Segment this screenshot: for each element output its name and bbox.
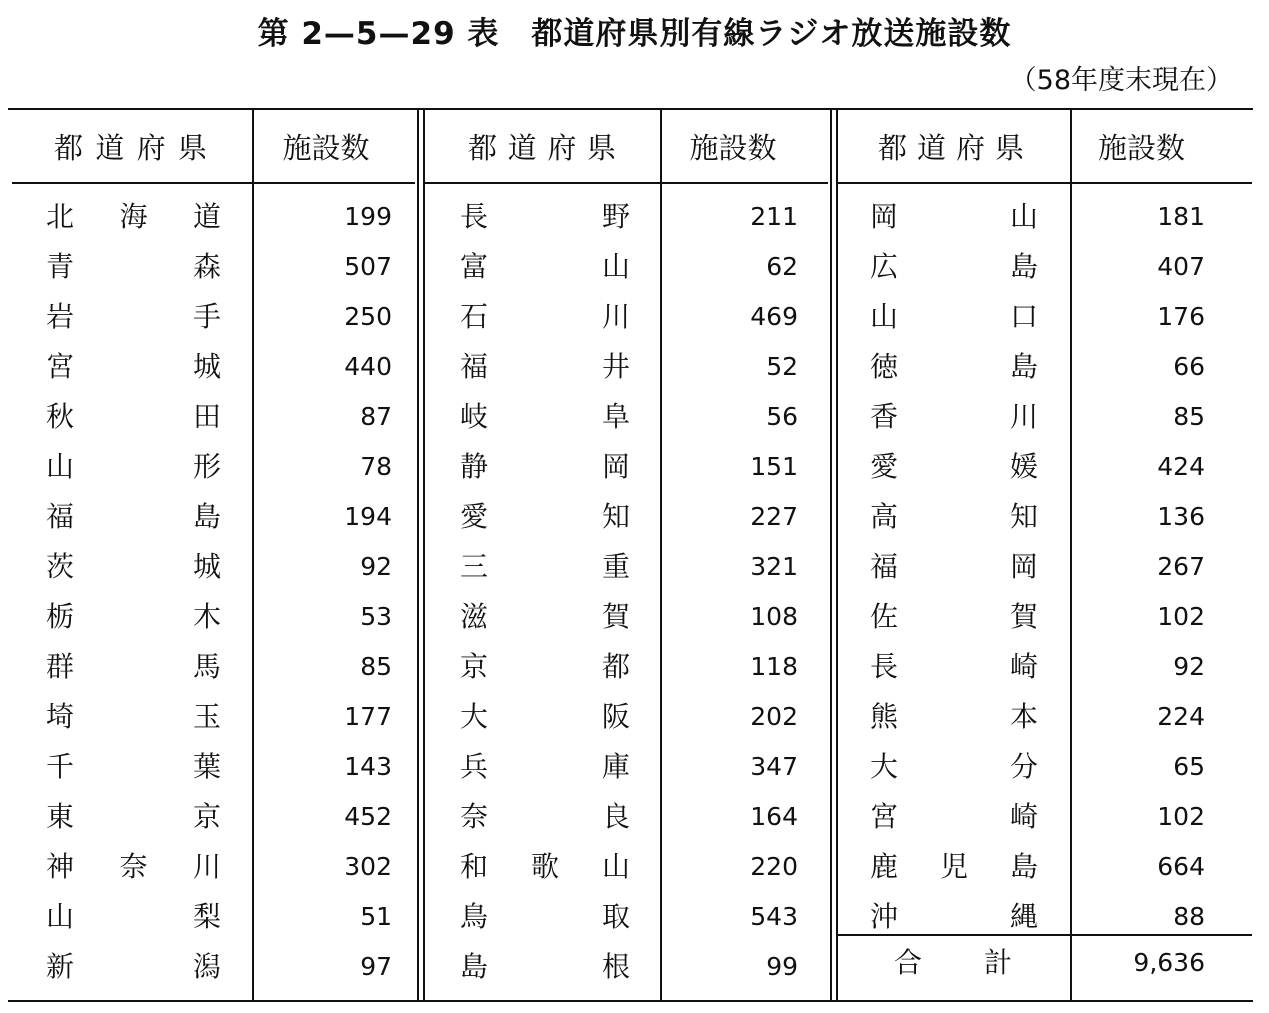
prefecture-name: 長 野 [460,200,630,233]
facility-count: 211 [750,202,798,231]
prefecture-name: 愛 媛 [870,450,1038,483]
facility-count: 136 [1157,502,1205,531]
prefecture-name: 沖 縄 [870,900,1038,933]
prefecture-name: 岩 手 [46,300,221,333]
facility-count: 66 [1173,352,1205,381]
facility-count: 53 [360,602,392,631]
prefecture-name: 熊 本 [870,700,1038,733]
facility-count: 321 [750,552,798,581]
header-count: 施設数 [1097,131,1185,165]
prefecture-name: 千 葉 [46,750,221,783]
facility-count: 151 [750,452,798,481]
block-divider [836,108,838,1000]
header-prefecture: 都 道 府 県 [54,131,207,165]
as-of-date: （58年度末現在） [1009,65,1233,96]
header-rule [12,182,415,184]
facility-count: 164 [750,802,798,831]
facility-count: 664 [1157,852,1205,881]
facility-count: 65 [1173,752,1205,781]
facility-count: 143 [344,752,392,781]
total-rule [838,934,1252,936]
prefecture-name: 滋 賀 [460,600,630,633]
facility-count: 224 [1157,702,1205,731]
facility-count: 543 [750,902,798,931]
prefecture-name: 新 潟 [46,950,221,983]
header-count: 施設数 [282,131,370,165]
prefecture-name: 富 山 [460,250,630,283]
facility-count: 108 [750,602,798,631]
prefecture-name: 福 島 [46,500,221,533]
facility-count: 99 [766,952,798,981]
prefecture-name: 広 島 [870,250,1038,283]
facility-count: 202 [750,702,798,731]
prefecture-name: 岡 山 [870,200,1038,233]
block-divider [830,108,832,1000]
facility-count: 102 [1157,802,1205,831]
prefecture-name: 三 重 [460,550,630,583]
facility-count: 469 [750,302,798,331]
facility-count: 118 [750,652,798,681]
prefecture-name: 宮 城 [46,350,221,383]
facility-count: 407 [1157,252,1205,281]
prefecture-name: 群 馬 [46,650,221,683]
prefecture-name: 佐 賀 [870,600,1038,633]
facility-count: 250 [344,302,392,331]
prefecture-name: 青 森 [46,250,221,283]
facility-count: 88 [1173,902,1205,931]
inner-column-divider [252,108,254,1000]
header-prefecture: 都 道 府 県 [878,131,1024,165]
facility-count: 85 [360,652,392,681]
facility-count: 181 [1157,202,1205,231]
facility-count: 176 [1157,302,1205,331]
facility-count: 92 [1173,652,1205,681]
facility-count: 97 [360,952,392,981]
prefecture-name: 京 都 [460,650,630,683]
facility-count: 92 [360,552,392,581]
facility-count: 227 [750,502,798,531]
prefecture-name: 徳 島 [870,350,1038,383]
facility-count: 87 [360,402,392,431]
facility-count: 52 [766,352,798,381]
facility-count: 424 [1157,452,1205,481]
prefecture-name: 大 阪 [460,700,630,733]
table-title: 第 2—5—29 表 都道府県別有線ラジオ放送施設数 [257,16,1012,52]
prefecture-name: 島 根 [460,950,630,983]
facility-count: 302 [344,852,392,881]
header-rule [425,182,828,184]
facility-count: 452 [344,802,392,831]
inner-column-divider [1070,108,1072,1000]
block-divider [417,108,419,1000]
facility-count: 78 [360,452,392,481]
facility-count: 194 [344,502,392,531]
table-bottom-rule [8,1000,1253,1002]
facility-count: 199 [344,202,392,231]
prefecture-name: 岐 阜 [460,400,630,433]
prefecture-name: 奈 良 [460,800,630,833]
prefecture-name: 大 分 [870,750,1038,783]
facility-count: 267 [1157,552,1205,581]
prefecture-name: 福 岡 [870,550,1038,583]
prefecture-name: 東 京 [46,800,221,833]
facility-count: 51 [360,902,392,931]
facility-count: 220 [750,852,798,881]
prefecture-name: 高 知 [870,500,1038,533]
prefecture-name: 愛 知 [460,500,630,533]
total-count: 9,636 [1133,948,1205,977]
facility-count: 62 [766,252,798,281]
total-label: 合 計 [894,946,1012,979]
prefecture-name: 鳥 取 [460,900,630,933]
prefecture-name: 神 奈 川 [46,850,221,883]
prefecture-name: 長 崎 [870,650,1038,683]
prefecture-name: 福 井 [460,350,630,383]
table-top-rule [8,108,1253,110]
prefecture-name: 山 口 [870,300,1038,333]
prefecture-name: 栃 木 [46,600,221,633]
prefecture-name: 北 海 道 [46,200,221,233]
prefecture-name: 石 川 [460,300,630,333]
header-prefecture: 都 道 府 県 [468,131,616,165]
prefecture-name: 埼 玉 [46,700,221,733]
prefecture-name: 山 形 [46,450,221,483]
prefecture-name: 兵 庫 [460,750,630,783]
inner-column-divider [660,108,662,1000]
prefecture-name: 茨 城 [46,550,221,583]
header-rule [838,182,1252,184]
prefecture-name: 宮 崎 [870,800,1038,833]
prefecture-name: 香 川 [870,400,1038,433]
prefecture-name: 秋 田 [46,400,221,433]
block-divider [423,108,425,1000]
prefecture-name: 和 歌 山 [460,850,630,883]
prefecture-name: 山 梨 [46,900,221,933]
facility-count: 507 [344,252,392,281]
facility-count: 440 [344,352,392,381]
facility-count: 102 [1157,602,1205,631]
header-count: 施設数 [689,131,777,165]
facility-count: 347 [750,752,798,781]
facility-count: 85 [1173,402,1205,431]
prefecture-name: 静 岡 [460,450,630,483]
facility-count: 56 [766,402,798,431]
facility-count: 177 [344,702,392,731]
prefecture-name: 鹿 児 島 [870,850,1038,883]
